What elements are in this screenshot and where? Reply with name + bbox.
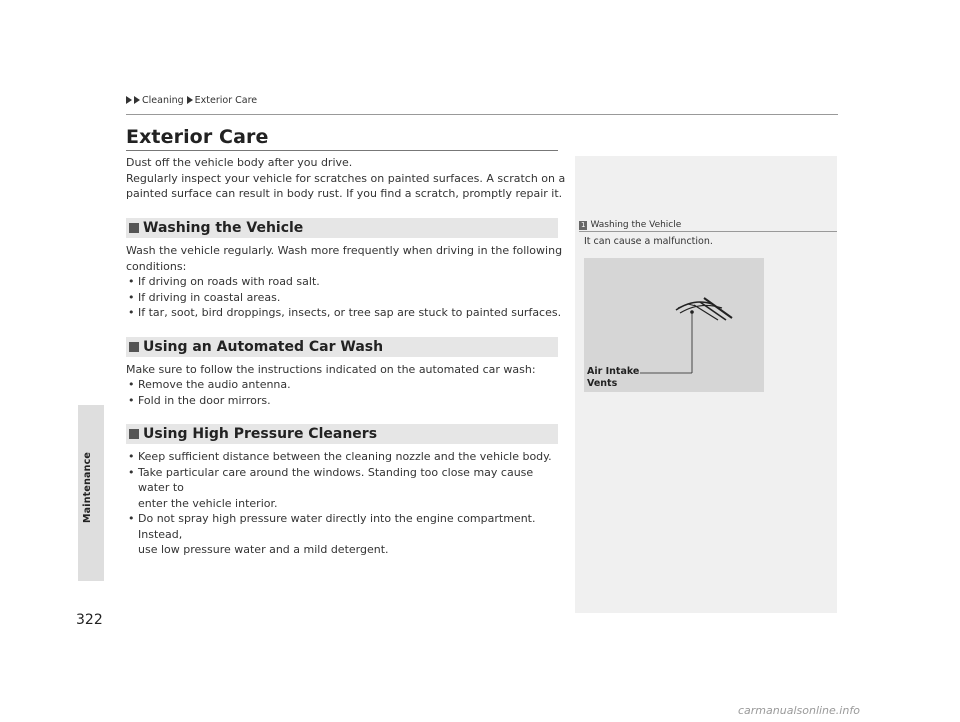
list-item: • Do not spray high pressure water directly into the engine compartment. Instead, use low pressure water and a mild detergent. [128,512,536,556]
high-pressure-list [126,449,566,558]
note-reference-number: 1 [581,220,586,229]
section-title: Using an Automated Car Wash [143,339,384,355]
intro-line: Dust off the vehicle body after you drive. [126,156,353,169]
bullet-icon: • [128,378,135,391]
intro-line: painted surface can result in body rust. If you find a scratch, promptly repair it. [126,187,563,200]
list-item: • Take particular care around the windows. Standing too close may cause water to enter the vehicle interior. [128,465,534,510]
bullet-icon: • [128,512,135,525]
bullet-icon: • [128,393,135,407]
title-divider [126,150,558,151]
section-heading-automated-car-wash [126,337,558,357]
bullet-icon: • [128,450,135,463]
section-intro-line: Make sure to follow the instructions indicated on the automated car wash: [126,363,536,376]
washing-conditions-list [126,274,566,321]
air-intake-vents-figure [584,258,764,392]
section-intro-line: Wash the vehicle regularly. Wash more frequently when driving in the following [126,244,563,257]
side-note-divider [579,231,837,232]
intro-line: Regularly inspect your vehicle for scratches on painted surfaces. A scratch on a [126,172,566,185]
breadcrumb-arrow-icon [126,96,132,104]
side-note-title[interactable]: Washing the Vehicle [590,220,682,230]
section-square-icon [129,223,139,233]
watermark: carmanualsonline.info [738,704,860,717]
bullet-icon: • [128,465,135,479]
figure-label: Air Intake Vents [587,366,640,389]
header-divider [126,114,838,115]
list-item: • Remove the audio antenna. [128,378,291,391]
breadcrumb-arrow-icon [187,96,193,104]
list-item: • If driving in coastal areas. [128,290,281,304]
list-item: • Keep sufficient distance between the cleaning nozzle and the vehicle body. [128,450,552,463]
section-title: Using High Pressure Cleaners [143,426,378,442]
section-square-icon [129,429,139,439]
side-tab-label: Maintenance [82,451,93,523]
bullet-icon: • [128,306,135,319]
bullet-icon: • [128,275,135,288]
section-heading-high-pressure [126,424,558,444]
list-item: • Fold in the door mirrors. [128,393,271,407]
page-number: 322 [76,612,103,628]
side-note-text: It can cause a malfunction. [584,236,713,247]
page-title: Exterior Care [126,126,269,148]
list-item: • If tar, soot, bird droppings, insects, or tree sap are stuck to painted surfaces. [128,306,562,319]
list-item: • If driving on roads with road salt. [128,275,320,288]
section-title: Washing the Vehicle [143,220,304,236]
breadcrumb-item-cleaning[interactable]: Cleaning [142,94,184,106]
section-square-icon [129,342,139,352]
breadcrumb [126,93,257,107]
section-heading-washing [126,218,558,238]
breadcrumb-arrow-icon [134,96,140,104]
car-wash-list [126,377,566,408]
bullet-icon: • [128,290,135,304]
section-intro-line: conditions: [126,260,187,273]
breadcrumb-item-exterior-care[interactable]: Exterior Care [194,94,258,106]
side-note-heading [579,220,681,230]
